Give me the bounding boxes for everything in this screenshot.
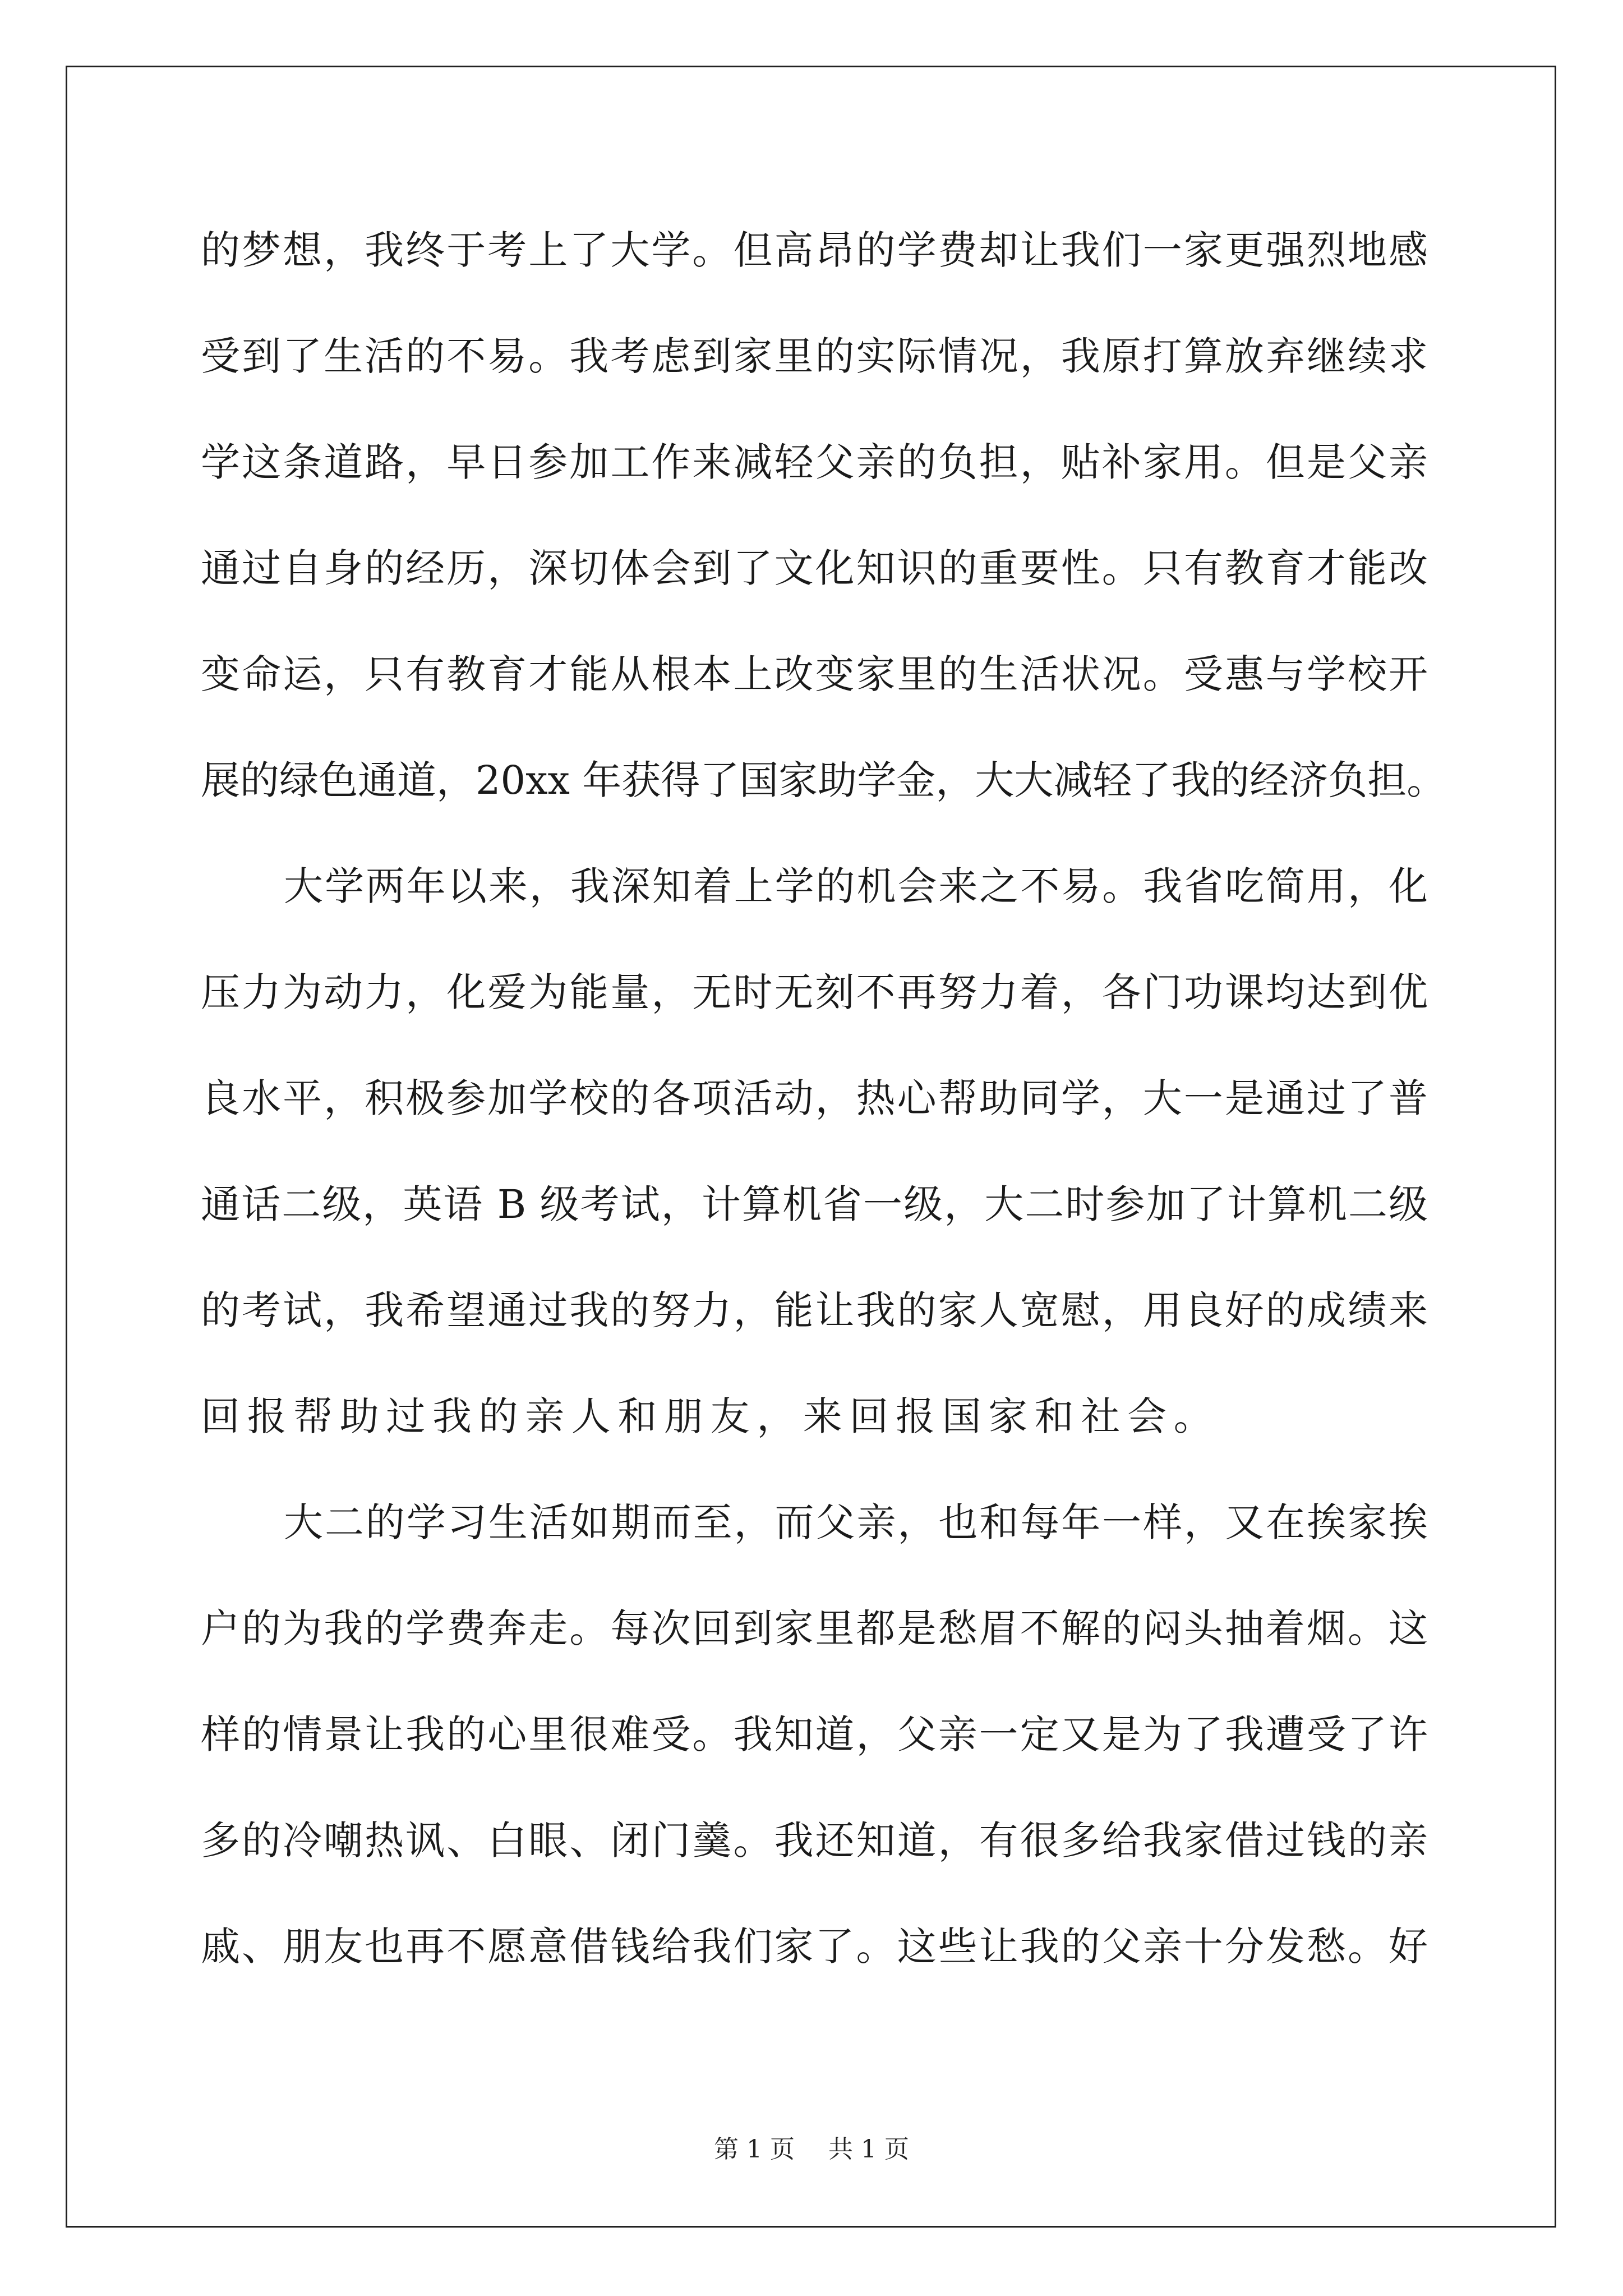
text-line: 的梦想，我终于考上了大学。但高昂的学费却让我们一家更强烈地感 xyxy=(201,227,1428,273)
text-line: 变命运，只有教育才能从根本上改变家里的生活状况。受惠与学校开 xyxy=(201,651,1428,697)
text-line: 良水平，积极参加学校的各项活动，热心帮助同学，大一是通过了普 xyxy=(201,1075,1428,1121)
text-line: 展的绿色通道，20xx 年获得了国家助学金，大大减轻了我的经济负担。 xyxy=(201,757,1446,803)
text-line: 回报帮助过我的亲人和朋友，来回报国家和社会。 xyxy=(201,1393,1220,1439)
text-line: 户的为我的学费奔走。每次回到家里都是愁眉不解的闷头抽着烟。这 xyxy=(201,1605,1428,1651)
text-line: 学这条道路，早日参加工作来减轻父亲的负担，贴补家用。但是父亲 xyxy=(201,439,1428,485)
text-line: 戚、朋友也再不愿意借钱给我们家了。这些让我的父亲十分发愁。好 xyxy=(201,1924,1428,1970)
document-body xyxy=(201,209,1446,2011)
text-line: 通话二级，英语 B 级考试，计算机省一级，大二时参加了计算机二级 xyxy=(201,1181,1428,1227)
text-line: 受到了生活的不易。我考虑到家里的实际情况，我原打算放弃继续求 xyxy=(201,333,1428,379)
text-line: 大二的学习生活如期而至，而父亲，也和每年一样，又在挨家挨 xyxy=(284,1499,1428,1545)
text-line: 通过自身的经历，深切体会到了文化知识的重要性。只有教育才能改 xyxy=(201,545,1428,591)
text-line: 压力为动力，化爱为能量，无时无刻不再努力着，各门功课均达到优 xyxy=(201,969,1428,1015)
page-number: 第 1 页 xyxy=(714,2135,795,2164)
text-line: 样的情景让我的心里很难受。我知道，父亲一定又是为了我遭受了许 xyxy=(201,1711,1428,1757)
text-line: 大学两年以来，我深知着上学的机会来之不易。我省吃简用，化 xyxy=(284,863,1428,909)
text-line: 的考试，我希望通过我的努力，能让我的家人宽慰，用良好的成绩来 xyxy=(201,1287,1428,1333)
text-line: 多的冷嘲热讽、白眼、闭门羹。我还知道，有很多给我家借过钱的亲 xyxy=(201,1818,1428,1864)
page-total: 共 1 页 xyxy=(828,2135,909,2164)
page-footer xyxy=(0,2129,1623,2165)
